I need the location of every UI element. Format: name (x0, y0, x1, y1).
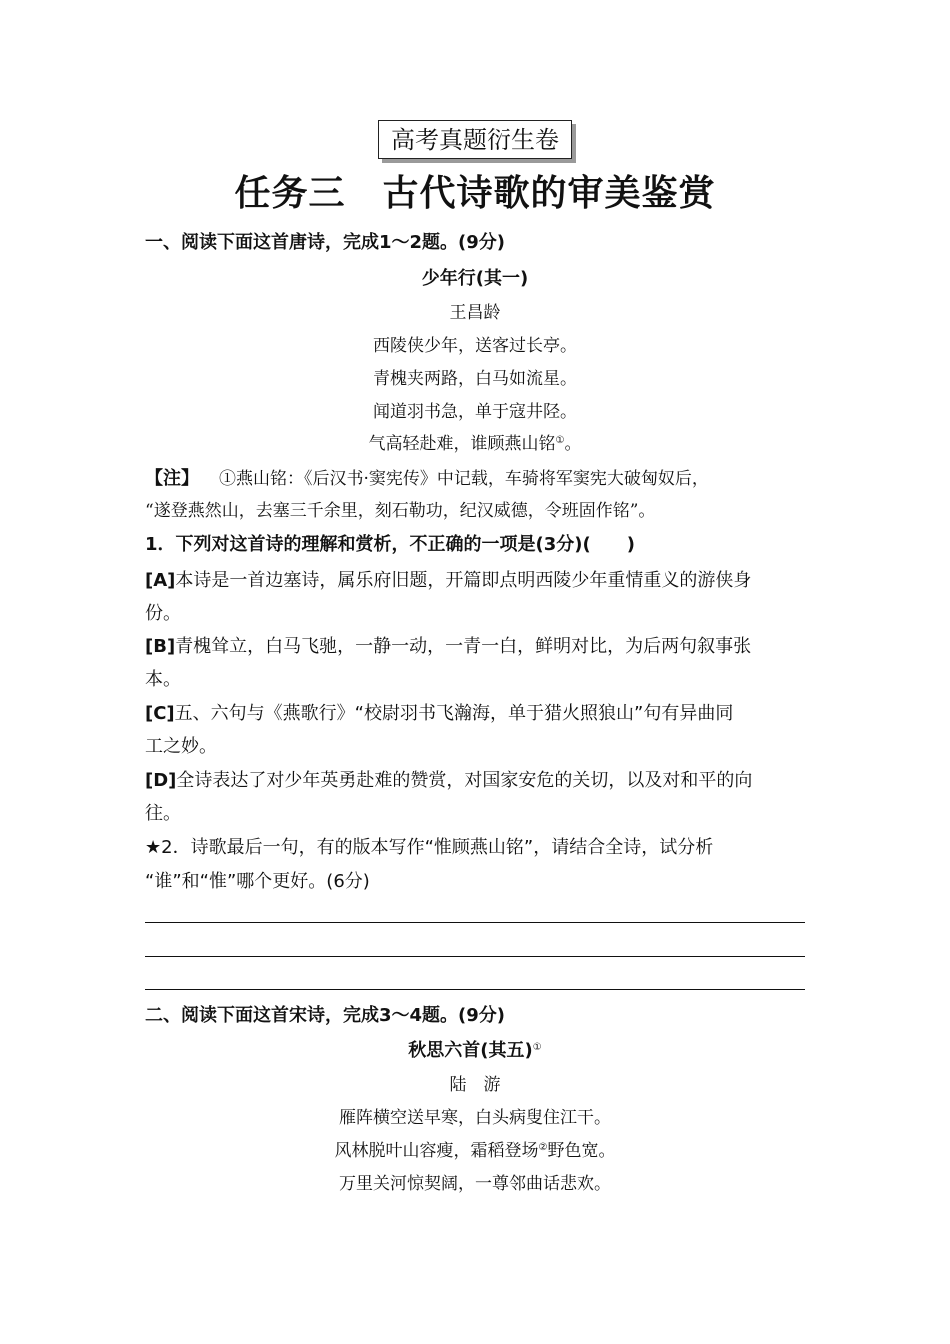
exam-badge: 高考真题衍生卷 (378, 120, 572, 159)
note-line (145, 462, 810, 496)
poem1-line: 青槐夹两路，白马如流星。 (373, 369, 577, 389)
option-text: 本诗是一首边塞诗，属乐府旧题，开篇即点明西陵少年重情重义的游侠身 (175, 570, 752, 591)
option-label: [A] (145, 570, 176, 591)
answer-line[interactable] (145, 956, 805, 957)
footnote-marker: ① (555, 435, 565, 446)
option-text: 五、六句与《燕歌行》“校尉羽书飞瀚海，单于猎火照狼山”句有异曲同 (174, 703, 734, 724)
poem2-line: 万里关河惊契阔，一尊邻曲话悲欢。 (339, 1174, 611, 1194)
question-2-stem-cont: “谁”和“惟”哪个更好。(6分) (145, 871, 370, 892)
poem2-line-text: 野色宽。 (547, 1141, 616, 1161)
poem1-author: 王昌龄 (449, 303, 501, 323)
section2-heading: 二、阅读下面这首宋诗，完成3～4题。(9分) (145, 1005, 506, 1026)
option-b (145, 630, 810, 664)
poem1-line: 西陵侠少年，送客过长亭。 (373, 336, 577, 356)
footnote-marker: ① (532, 1042, 542, 1053)
poem1-line-text: 气高轻赴难，谁顾燕山铭 (368, 434, 556, 454)
poem1-line (0, 428, 950, 460)
poem2-title (0, 1036, 950, 1066)
option-text: 青槐耸立，白马飞驰，一静一动，一青一白，鲜明对比，为后两句叙事张 (175, 636, 752, 657)
poem1-line-end: 。 (564, 434, 582, 454)
option-b-cont: 本。 (145, 669, 181, 690)
poem1-title: 少年行(其一) (421, 268, 529, 289)
poem2-title-text: 秋思六首(其五) (408, 1040, 533, 1061)
exam-badge-wrap (0, 120, 950, 159)
option-c (145, 697, 810, 731)
option-text: 全诗表达了对少年英勇赴难的赞赏，对国家安危的关切，以及对和平的向 (176, 770, 753, 791)
page-title: 任务三 古代诗歌的审美鉴赏 (234, 173, 716, 214)
question-1-stem: 1．下列对这首诗的理解和赏析，不正确的一项是(3分)( ) (145, 534, 635, 555)
option-a-cont: 份。 (145, 603, 181, 624)
option-label: [C] (145, 703, 175, 724)
option-label: [B] (145, 636, 176, 657)
note-line-2: “遂登燕然山，去塞三千余里，刻石勒功，纪汉威德，令班固作铭”。 (145, 501, 656, 521)
answer-line[interactable] (145, 989, 805, 990)
note-text: ①燕山铭：《后汉书·窦宪传》中记载，车骑将军窦宪大破匈奴后， (219, 469, 709, 489)
poem2-line (0, 1135, 950, 1167)
note-label: 【注】 (145, 468, 199, 489)
section1-heading: 一、阅读下面这首唐诗，完成1～2题。(9分) (145, 232, 506, 253)
option-label: [D] (145, 770, 177, 791)
question-2-stem: ★2．诗歌最后一句，有的版本写作“惟顾燕山铭”，请结合全诗，试分析 (145, 837, 714, 858)
option-a (145, 564, 810, 598)
poem2-line: 雁阵横空送早寒，白头病叟住江干。 (339, 1108, 611, 1128)
answer-line[interactable] (145, 922, 805, 923)
poem1-line: 闻道羽书急，单于寇井陉。 (373, 402, 577, 422)
poem2-line-text: 风林脱叶山容瘦，霜稻登场 (334, 1141, 539, 1161)
footnote-marker: ② (538, 1142, 548, 1153)
option-d (145, 764, 810, 798)
option-d-cont: 往。 (145, 803, 181, 824)
poem2-author: 陆 游 (449, 1075, 501, 1095)
option-c-cont: 工之妙。 (145, 736, 217, 757)
